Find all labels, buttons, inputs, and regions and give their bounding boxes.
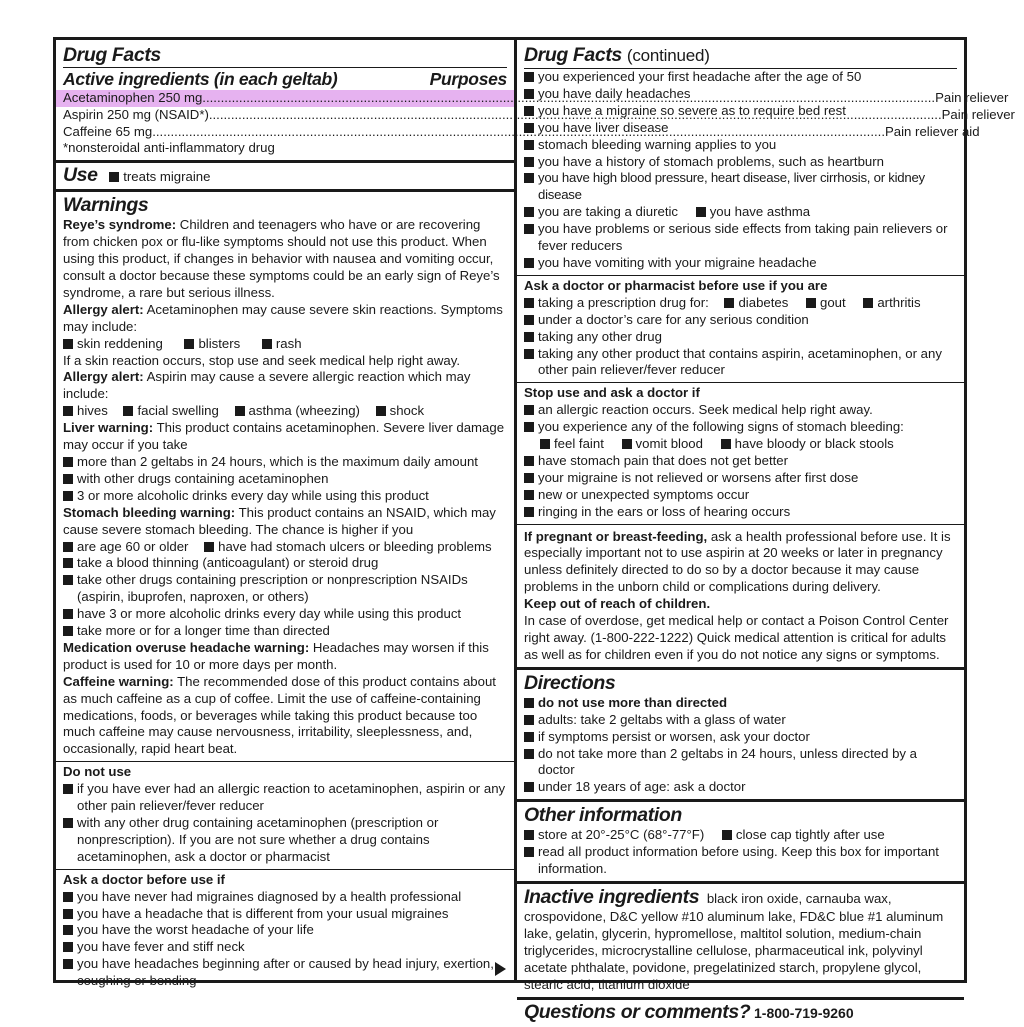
- list-item: take a blood thinning (anticoagulant) or steroid drug: [63, 555, 507, 572]
- list-item: if you have ever had an allergic reaction to acetaminophen, aspirin or any other pain reliever/fever reducer: [63, 781, 507, 815]
- questions-section: [517, 997, 964, 1027]
- ingredient-name: Caffeine 65 mg: [63, 123, 153, 139]
- list-item: more than 2 geltabs in 24 hours, which is the maximum daily amount: [63, 454, 507, 471]
- active-ingredients-heading: Active ingredients (in each geltab): [63, 69, 338, 89]
- ingredient-name: Acetaminophen 250 mg: [63, 90, 203, 105]
- bullet-square-icon: [524, 698, 534, 708]
- phone-number: 1-800-719-9260: [754, 1004, 854, 1021]
- list-item: new or unexpected symptoms occur: [524, 487, 957, 504]
- list-item: under 18 years of age: ask a doctor: [524, 779, 957, 796]
- bullet-square-icon: [524, 173, 534, 183]
- bullet-square-icon: [524, 830, 534, 840]
- list-item: you have a history of stomach problems, such as heartburn: [524, 154, 957, 171]
- bullet-square-icon: [63, 818, 73, 828]
- continued-inline-row: you are taking a diuretic you have asthma: [524, 204, 957, 221]
- liver-warning: Liver warning: This product contains acetaminophen. Severe liver damage may occur if you take: [63, 420, 505, 453]
- pregnancy-section: [517, 524, 964, 667]
- use-section: [56, 160, 514, 189]
- list-item: under a doctor’s care for any serious condition: [524, 312, 957, 329]
- bullet-square-icon: [376, 406, 386, 416]
- directions-section: [517, 667, 964, 799]
- storage-row: store at 20°-25°C (68°-77°F) close cap tightly after use: [524, 827, 957, 844]
- bullet-square-icon: [63, 339, 73, 349]
- directions-heading: Directions: [524, 671, 616, 694]
- ask-doctor-heading: Ask a doctor before use if: [63, 871, 225, 887]
- list-item: ringing in the ears or loss of hearing occurs: [524, 504, 957, 521]
- bullet-square-icon: [63, 909, 73, 919]
- bullet-square-icon: [863, 298, 873, 308]
- stop-use-section: [517, 382, 964, 523]
- list-item: an allergic reaction occurs. Seek medical help right away.: [524, 402, 957, 419]
- allergy-reactions-row: hives facial swelling asthma (wheezing) shock: [63, 403, 507, 420]
- bullet-square-icon: [63, 942, 73, 952]
- caffeine-warning: Caffeine warning: The recommended dose of this product contains about as much caffeine as a cup of coffee. Limit the use of caffeine-containing medications, foods, or beverages while taking this product because too much caffeine may cause nervousness, irritability, sleeplessness, and, occasionally, rapid heart beat.: [63, 673, 496, 757]
- bullet-square-icon: [109, 172, 119, 182]
- continue-arrow-icon: [495, 962, 506, 976]
- list-item: you have vomiting with your migraine headache: [524, 255, 957, 272]
- bullet-square-icon: [524, 315, 534, 325]
- other-information-heading: Other information: [524, 804, 682, 827]
- list-item: taking any other product that contains aspirin, acetaminophen, or any other pain reliever/fever reducer: [524, 346, 957, 380]
- list-item: you have problems or serious side effects from taking pain relievers or fever reducers: [524, 221, 957, 255]
- inactive-ingredients-text: Inactive ingredients black iron oxide, carnauba wax, crospovidone, D&C yellow #10 aluminum lake, FD&C blue #1 aluminum lake, gelatin, glycerin, hypromellose, maltitol solution, medium-chain triglycerides, microcrystalline cellulose, pharmaceutical ink, polyvinyl acetate phthalate, povidone, pregelatinized starch, propylene glycol, stearic acid, titanium dioxide: [524, 885, 944, 992]
- bullet-square-icon: [235, 406, 245, 416]
- bullet-square-icon: [540, 439, 550, 449]
- list-item: you have daily headaches: [524, 86, 957, 103]
- ingredient-name: Aspirin 250 mg (NSAID*): [63, 106, 209, 122]
- bullet-square-icon: [524, 89, 534, 99]
- keep-out-of-reach-heading: Keep out of reach of children.: [524, 596, 711, 612]
- list-item: with other drugs containing acetaminophen: [63, 471, 507, 488]
- bullet-square-icon: [524, 473, 534, 483]
- list-item: with any other drug containing acetaminophen (prescription or nonprescription). If you are not sure whether a drug contains acetaminophen, ask a doctor or pharmacist: [63, 815, 507, 866]
- list-item: you have headaches beginning after or caused by head injury, exertion, coughing or bending: [63, 956, 507, 990]
- bullet-square-icon: [524, 456, 534, 466]
- bullet-square-icon: [63, 892, 73, 902]
- bullet-square-icon: [622, 439, 632, 449]
- bullet-square-icon: [63, 784, 73, 794]
- purposes-heading: Purposes: [429, 69, 507, 89]
- ask-doctor-section: [56, 869, 514, 993]
- bullet-square-icon: [524, 405, 534, 415]
- list-item: have 3 or more alcoholic drinks every day while using this product: [63, 606, 507, 623]
- allergy-symptoms-row: skin reddening blisters rash: [63, 336, 507, 353]
- list-item: you have a headache that is different from your usual migraines: [63, 906, 507, 923]
- stomach-inline-row: are age 60 or older have had stomach ulcers or bleeding problems: [63, 539, 507, 556]
- bullet-square-icon: [524, 224, 534, 234]
- list-item: you experience any of the following signs of stomach bleeding:: [524, 419, 957, 436]
- allergy-alert-acetaminophen: Allergy alert: Acetaminophen may cause severe skin reactions. Symptoms may include:: [63, 301, 503, 334]
- other-information-section: [517, 799, 964, 881]
- bullet-square-icon: [696, 207, 706, 217]
- bullet-square-icon: [524, 332, 534, 342]
- inactive-ingredients-section: [517, 881, 964, 997]
- bullet-square-icon: [63, 925, 73, 935]
- bullet-square-icon: [524, 349, 534, 359]
- nsaid-footnote: *nonsteroidal anti-inflammatory drug: [63, 140, 275, 156]
- prescription-drug-row: taking a prescription drug for: diabetes gout arthritis: [524, 295, 957, 312]
- bullet-square-icon: [204, 542, 214, 552]
- bullet-square-icon: [63, 609, 73, 619]
- allergy-alert-aspirin: Allergy alert: Aspirin may cause a severe allergic reaction which may include:: [63, 369, 471, 402]
- bullet-square-icon: [524, 507, 534, 517]
- bullet-square-icon: [184, 339, 194, 349]
- bullet-square-icon: [63, 457, 73, 467]
- warnings-heading: Warnings: [63, 194, 149, 217]
- bullet-square-icon: [524, 106, 534, 116]
- drug-facts-panel: [53, 37, 1015, 1023]
- ask-doctor-inline-row: you have the worst headache of your life you have fever and stiff neck: [63, 922, 507, 956]
- list-item: you experienced your first headache after the age of 50: [524, 69, 957, 86]
- bullet-square-icon: [63, 558, 73, 568]
- pregnancy-warning: If pregnant or breast-feeding, ask a health professional before use. It is especially important not to use aspirin at 20 weeks or later in pregnancy unless definitely directed to do so by a doctor because it may cause problems in the unborn child or complications during delivery.: [524, 528, 951, 595]
- allergy-after-text: If a skin reaction occurs, stop use and seek medical help right away.: [63, 352, 461, 368]
- bullet-square-icon: [524, 207, 534, 217]
- list-item: do not use more than directed: [524, 695, 957, 712]
- list-item: taking any other drug: [524, 329, 957, 346]
- bullet-square-icon: [722, 830, 732, 840]
- ingredient-purpose: Pain reliever: [935, 90, 1009, 105]
- bullet-square-icon: [63, 542, 73, 552]
- bullet-square-icon: [806, 298, 816, 308]
- list-item: adults: take 2 geltabs with a glass of water: [524, 712, 957, 729]
- list-item: have stomach pain that does not get better: [524, 453, 957, 470]
- bullet-square-icon: [524, 422, 534, 432]
- bullet-square-icon: [524, 490, 534, 500]
- bullet-square-icon: [524, 123, 534, 133]
- list-item: do not take more than 2 geltabs in 24 hours, unless directed by a doctor: [524, 746, 957, 780]
- list-item: take other drugs containing prescription or nonprescription NSAIDs (aspirin, ibuprofen, naproxen, or others): [63, 572, 507, 606]
- bullet-square-icon: [262, 339, 272, 349]
- continued-list: [524, 68, 957, 272]
- bullet-square-icon: [63, 491, 73, 501]
- list-item: you have a migraine so severe as to require bed rest: [524, 103, 957, 120]
- bullet-square-icon: [524, 732, 534, 742]
- warnings-section: [56, 189, 514, 761]
- list-item: take more or for a longer time than directed: [63, 623, 507, 640]
- use-item: treats migraine: [109, 169, 210, 184]
- reye-warning: Reye’s syndrome: Children and teenagers who have or are recovering from chicken pox or flu-like symptoms should not use this product. When using this product, if changes in behavior with nausea and vomiting occur, consult a doctor because these symptoms could be an early sign of Reye’s syndrome, a rare but serious illness.: [63, 217, 500, 300]
- bullet-square-icon: [63, 959, 73, 969]
- list-item: you have high blood pressure, heart disease, liver cirrhosis, or kidney disease: [524, 170, 957, 204]
- bullet-square-icon: [724, 298, 734, 308]
- bullet-square-icon: [524, 782, 534, 792]
- continued-section: [517, 40, 964, 275]
- bullet-square-icon: [123, 406, 133, 416]
- do-not-use-section: [56, 761, 514, 868]
- list-item: your migraine is not relieved or worsens after first dose: [524, 470, 957, 487]
- overdose-text: In case of overdose, get medical help or contact a Poison Control Center right away. (1-800-222-1222) Quick medical attention is critical for adults as well as for children even if you do not notice any signs or symptoms.: [524, 613, 949, 662]
- stomach-bleeding-warning: Stomach bleeding warning: This product contains an NSAID, which may cause severe stomach bleeding. The chance is higher if you: [63, 504, 496, 537]
- ask-pharmacist-heading: Ask a doctor or pharmacist before use if you are: [524, 277, 828, 293]
- list-item: stomach bleeding warning applies to you: [524, 137, 957, 154]
- bullet-square-icon: [63, 575, 73, 585]
- right-column: [517, 40, 964, 1023]
- bullet-square-icon: [524, 749, 534, 759]
- drug-facts-continued-title: Drug Facts (continued): [524, 44, 710, 66]
- bullet-square-icon: [721, 439, 731, 449]
- bullet-square-icon: [524, 72, 534, 82]
- do-not-use-heading: Do not use: [63, 764, 132, 780]
- bullet-square-icon: [524, 298, 534, 308]
- use-heading: Use: [63, 164, 98, 187]
- ingredient-purpose: Pain reliever aid: [885, 123, 980, 139]
- bullet-square-icon: [524, 140, 534, 150]
- bullet-square-icon: [63, 626, 73, 636]
- active-ingredients-header: [63, 67, 507, 90]
- stomach-signs-row: feel faint vomit blood have bloody or black stools: [524, 436, 957, 453]
- list-item: 3 or more alcoholic drinks every day while using this product: [63, 488, 507, 505]
- drug-facts-title: Drug Facts: [63, 44, 161, 66]
- list-item: if symptoms persist or worsen, ask your doctor: [524, 729, 957, 746]
- bullet-square-icon: [524, 847, 534, 857]
- bullet-square-icon: [524, 157, 534, 167]
- bullet-square-icon: [524, 715, 534, 725]
- list-item: you have liver disease: [524, 120, 957, 137]
- bullet-square-icon: [63, 474, 73, 484]
- stop-use-heading: Stop use and ask a doctor if: [524, 385, 700, 401]
- list-item: you have never had migraines diagnosed by a health professional: [63, 889, 507, 906]
- questions-heading: Questions or comments?: [524, 1000, 751, 1023]
- bullet-square-icon: [63, 406, 73, 416]
- ask-pharmacist-section: [517, 275, 964, 382]
- list-item: read all product information before using. Keep this box for important information.: [524, 844, 957, 878]
- ingredient-purpose: Pain reliever: [941, 106, 1015, 122]
- bullet-square-icon: [524, 258, 534, 268]
- medication-overuse-warning: Medication overuse headache warning: Headaches may worsen if this product is used for 10 or more days per month.: [63, 639, 489, 672]
